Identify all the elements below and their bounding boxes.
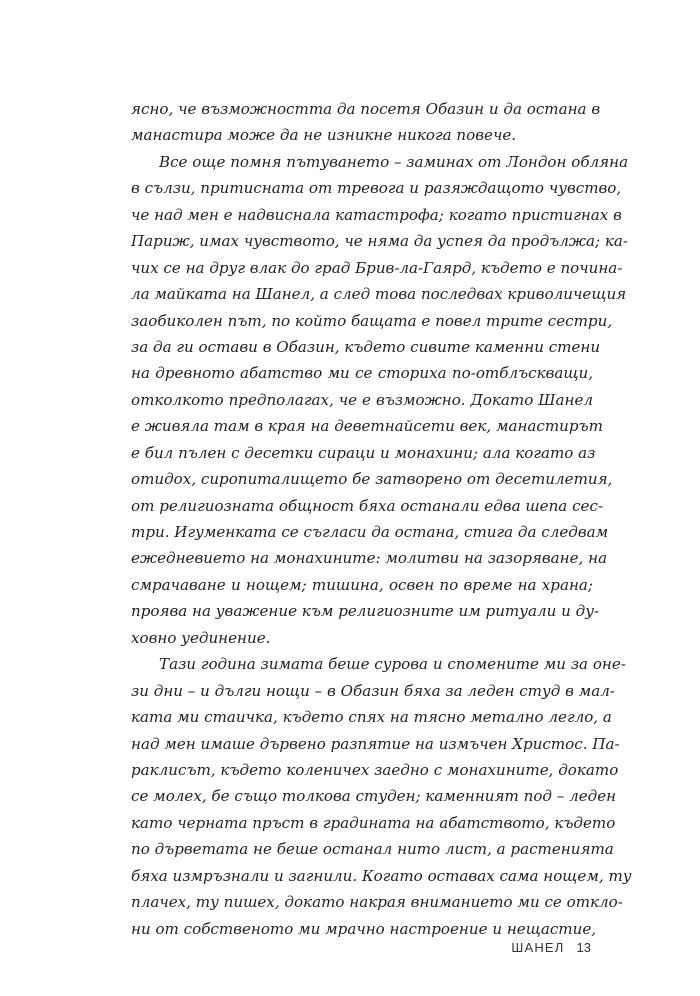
text-line: Париж, имах чувството, че няма да успея да продължа; ка- [131, 232, 629, 251]
text-line: плачех, ту пишех, докато накрая вниманието ми се откло- [131, 893, 623, 912]
text-line: че над мен е надвиснала катастрофа; когато пристигнах в [131, 205, 622, 224]
text-line: отколкото предполагах, че е възможно. Докато Шанел [131, 390, 593, 409]
body-text [131, 96, 632, 942]
text-line: се молех, бе също толкова студен; каменният под – леден [131, 787, 617, 806]
text-line: раклисът, където коленичех заедно с монахините, докато [131, 760, 619, 779]
paragraph-first-line: Все още помня пътуването – заминах от Лондон обляна [159, 152, 629, 171]
text-line: ни от собственото ми мрачно настроение и нещастие, [131, 919, 597, 938]
text-line: ежедневието на монахините: молитви на зазоряване, на [131, 549, 608, 568]
text-line: ясно, че възможността да посетя Обазин и да остана в [131, 100, 601, 118]
text-line: ховно уединение. [131, 628, 271, 647]
text-line: зи дни – и дълги нощи – в Обазин бяха за леден студ в мал- [131, 681, 615, 700]
text-line: манастира може да не изникне никога повече. [131, 126, 517, 145]
text-line: по дърветата не беше останал нито лист, а растенията [131, 840, 614, 859]
running-footer [511, 940, 591, 955]
running-title: ШАНЕЛ [511, 940, 565, 955]
text-line: ла майката на Шанел, а след това последвах криволичещия [131, 285, 627, 304]
text-line: проява на уважение към религиозните им ритуали и ду- [131, 602, 600, 621]
text-line: е бил пълен с десетки сираци и монахини; ала когато аз [131, 443, 596, 462]
text-line: като черната пръст в градината на абатството, където [131, 813, 616, 832]
text-line: отидох, сиропиталището бе затворено от десетилетия, [131, 470, 613, 489]
text-line: ката ми стаичка, където спях на тясно метално легло, а [131, 708, 612, 727]
text-line: заобиколен път, по който бащата е повел трите сестри, [131, 311, 613, 330]
text-line: три. Игуменката се съгласи да остана, стига да следвам [131, 523, 609, 541]
text-line: от религиозната общност бяха останали едва шепа сес- [131, 496, 604, 515]
text-line: в сълзи, притисната от тревога и разяждащото чувство, [131, 179, 622, 198]
page-number: 13 [576, 940, 591, 955]
paragraph-first-line: Тази година зимата беше сурова и спомените ми за оне- [159, 655, 626, 674]
text-line: е живяла там в края на деветнайсети век, манастирът [131, 417, 603, 436]
text-line: смрачаване и нощем; тишина, освен по време на храна; [131, 575, 593, 594]
text-line: чих се на друг влак до град Брив-ла-Гаярд, където е почина- [131, 258, 623, 277]
text-line: на древното абатство ми се сториха по-отблъскващи, [131, 364, 593, 383]
text-line: бяха измръзнали и загнили. Когато оставах сама нощем, ту [131, 866, 632, 885]
text-line: за да ги остави в Обазин, където сивите каменни стени [131, 337, 601, 356]
text-line: над мен имаше дървено разпятие на измъчен Христос. Па- [131, 734, 620, 753]
